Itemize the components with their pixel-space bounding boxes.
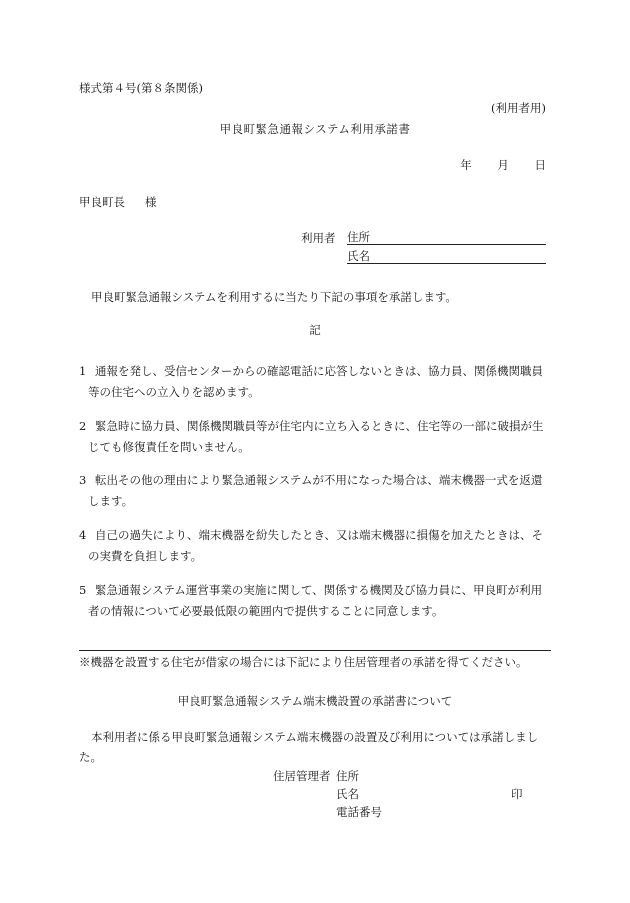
manager-address-label: 住所 [336,769,359,783]
document-title: 甲良町緊急通報システム利用承諾書 [219,122,411,136]
intro-text: 甲良町緊急通報システムを利用するに当たり下記の事項を承諾します。 [91,290,457,304]
item-text-continued: 等の住宅への立入りを認めます。 [88,385,260,399]
item-text: 通報を発し、受信センターからの確認電話に応答しないときは、協力員、関係機関職員 [95,364,544,378]
item-text: 緊急時に協力員、関係機関職員等が住宅内に立ち入るときに、住宅等の一部に破損が生 [95,419,544,433]
list-item [79,580,549,622]
consent-line-2: た。 [79,750,102,764]
addressee-honorific: 様 [145,195,157,209]
applicant-label: 利用者 [301,231,336,245]
item-number: 1 [79,364,87,378]
section-divider [79,650,551,651]
addressee-name: 甲良町長 [79,195,125,209]
item-number: 2 [79,419,87,433]
date-line [438,157,546,173]
copy-label: (利用者用) [491,101,546,115]
consent-line-1: 本利用者に係る甲良町緊急通報システム端末機器の設置及び利用については承諾しまし [91,730,539,744]
addressee [79,194,157,210]
manager-name-label: 氏名 [336,787,359,801]
date-day: 日 [534,158,546,172]
rental-note: ※機器を設置する住宅が借家の場合には下記により住居管理者の承諾を得てください。 [79,655,528,669]
item-text-continued: じても修復責任を問いません。 [88,440,250,454]
item-text-continued: の実費を負担します。 [88,549,203,563]
list-item [79,416,549,458]
applicant-address-field[interactable] [347,229,546,245]
item-text: 緊急通報システム運営事業の実施に関して、関係する機関及び協力員に、甲良町が利用 [95,583,543,597]
landlord-consent-title: 甲良町緊急通報システム端末機設置の承諾書について [177,694,453,708]
item-number: 4 [79,528,87,542]
item-number: 3 [79,473,87,487]
manager-label: 住居管理者 [273,769,331,783]
list-item [79,470,549,512]
item-text: 自己の過失により、端末機器を紛失したとき、又は端末機器に損傷を加えたときは、そ [95,528,544,542]
seal-mark: 印 [511,787,523,801]
manager-phone-label: 電話番号 [336,805,382,819]
applicant-name-field[interactable] [347,248,546,264]
item-text: 転出その他の理由により緊急通報システムが不用になった場合は、端末機器一式を返還 [95,473,543,487]
landlord-consent-text [79,727,551,767]
item-text-continued: 者の情報について必要最低限の範囲内で提供することに同意します。 [88,604,444,618]
list-item [79,525,549,567]
item-text-continued: します。 [88,494,134,508]
form-number: 様式第４号(第８条関係) [79,81,203,95]
item-number: 5 [79,583,87,597]
applicant-name-label: 氏名 [347,249,370,263]
date-month: 月 [497,158,509,172]
applicant-address-label: 住所 [347,230,370,244]
list-item [79,361,549,403]
date-year: 年 [460,158,472,172]
ki-heading: 記 [309,323,321,337]
